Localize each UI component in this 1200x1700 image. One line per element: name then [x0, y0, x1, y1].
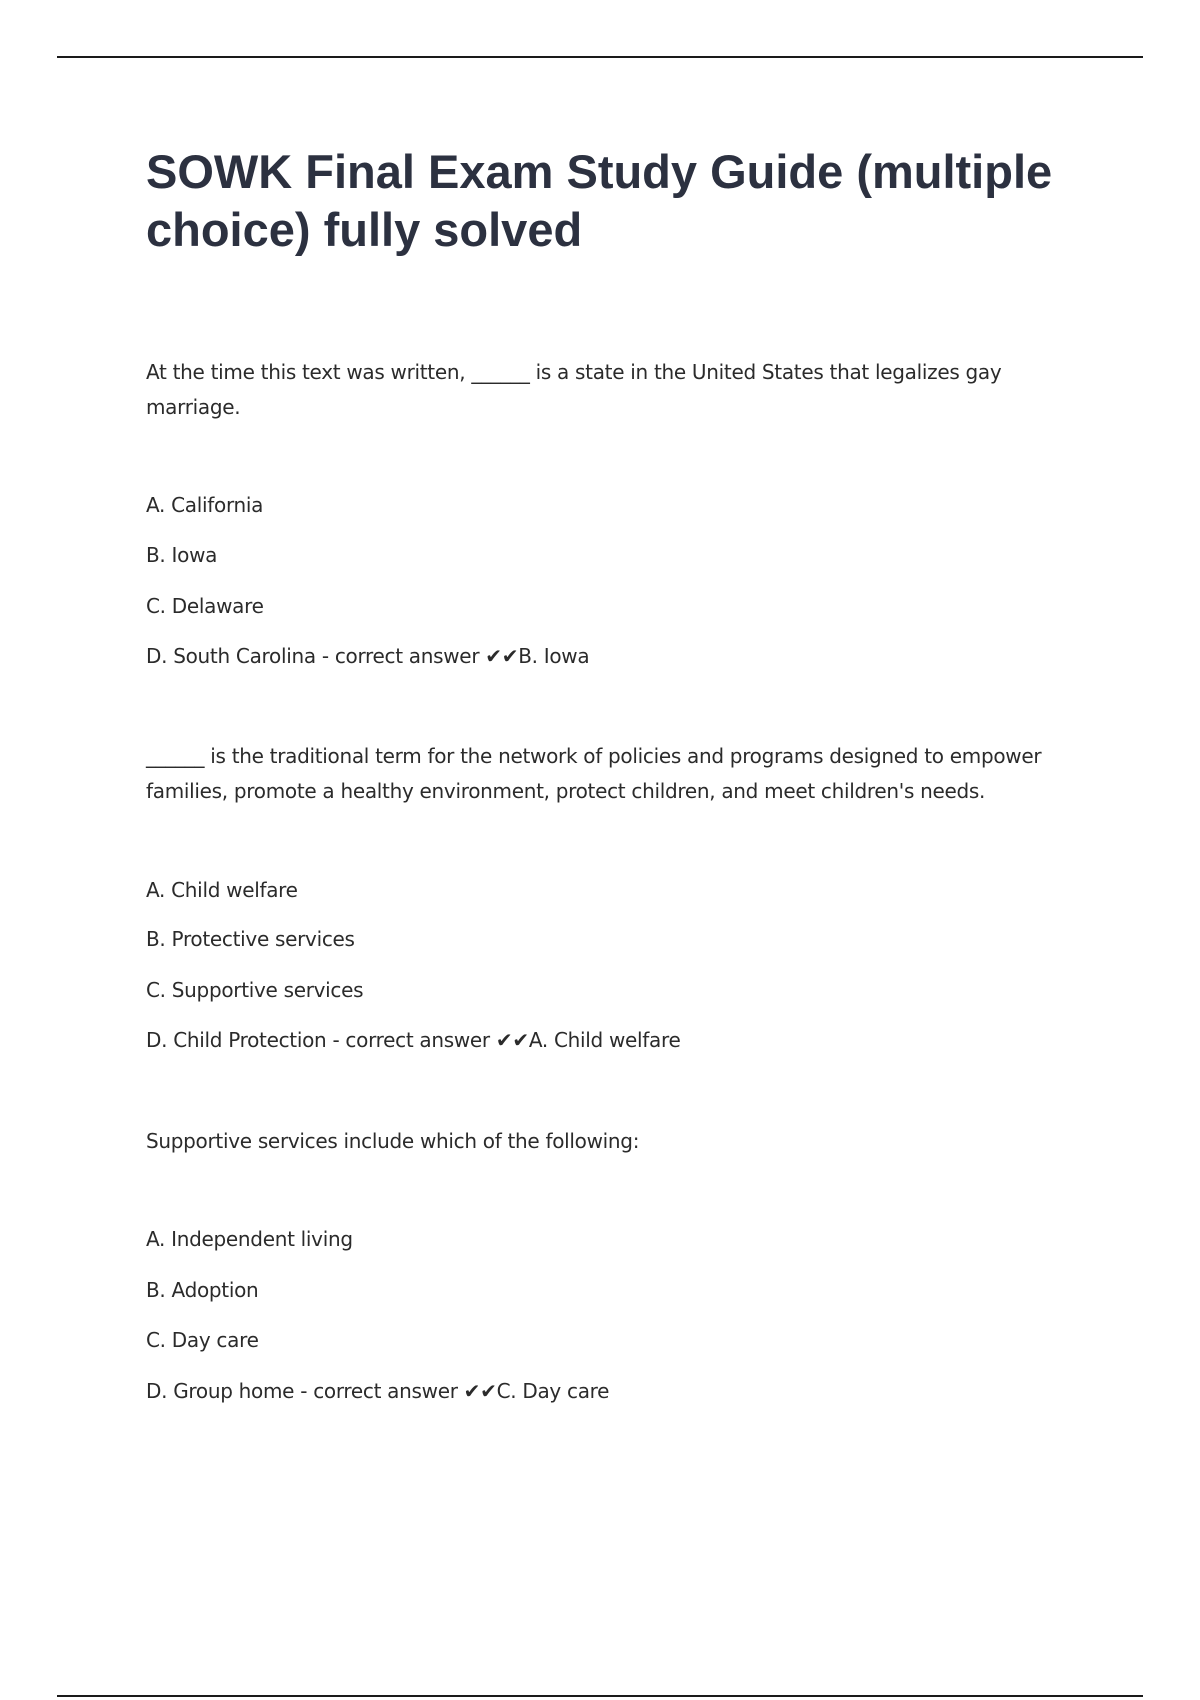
- question-2-text: ______ is the traditional term for the network of policies and programs designed to empower families, promote a healthy environment, protect children, and meet children's needs.: [146, 744, 1042, 803]
- question-2-option-b: B. Protective services: [146, 927, 355, 951]
- question-1-option-c: C. Delaware: [146, 594, 264, 618]
- question-3-option-b: B. Adoption: [146, 1278, 259, 1302]
- question-1-option-a: A. California: [146, 493, 264, 517]
- question-3-text: Supportive services include which of the following:: [146, 1129, 640, 1153]
- top-rule: [57, 56, 1143, 58]
- question-3-option-a: A. Independent living: [146, 1227, 353, 1251]
- question-2-option-d-answer: D. Child Protection - correct answer ✔✔A. Child welfare: [146, 1028, 681, 1052]
- question-1-option-b: B. Iowa: [146, 543, 218, 567]
- question-2-option-a: A. Child welfare: [146, 878, 298, 902]
- page-title: SOWK Final Exam Study Guide (multiple choice) fully solved: [146, 145, 1053, 256]
- question-1-text: At the time this text was written, ______ is a state in the United States that legalizes gay marriage.: [146, 360, 1002, 419]
- question-3-option-c: C. Day care: [146, 1328, 259, 1352]
- question-2-option-c: C. Supportive services: [146, 978, 364, 1002]
- question-3-option-d-answer: D. Group home - correct answer ✔✔C. Day care: [146, 1379, 610, 1403]
- question-1-option-d-answer: D. South Carolina - correct answer ✔✔B. Iowa: [146, 644, 590, 668]
- bottom-rule: [57, 1695, 1143, 1697]
